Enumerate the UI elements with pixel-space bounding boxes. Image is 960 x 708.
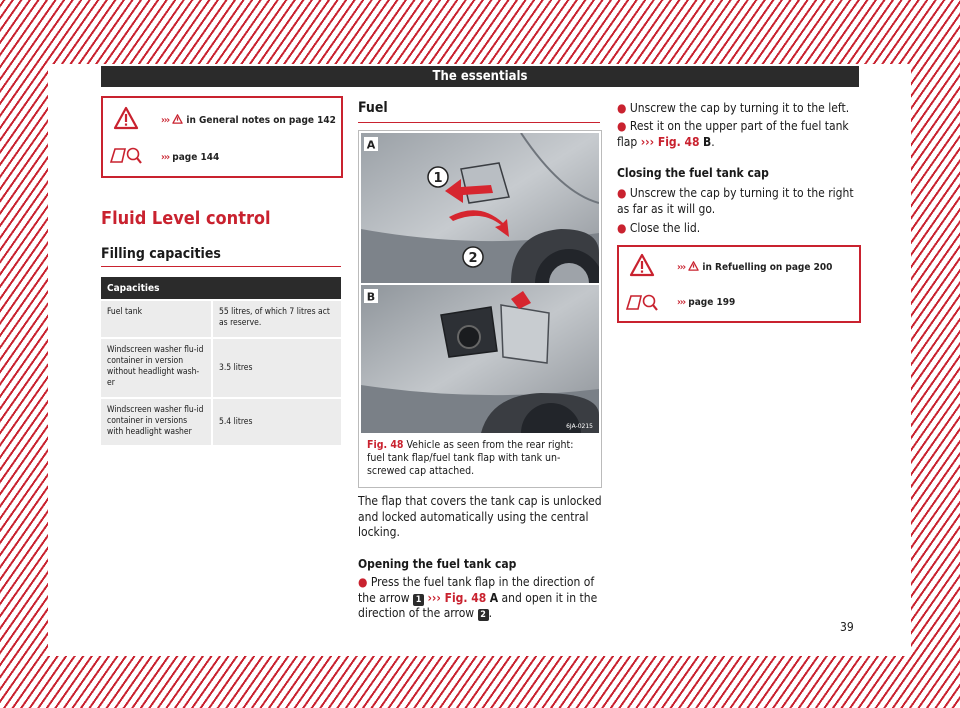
callout-1: 1 bbox=[433, 171, 443, 186]
closing-bullet-1-text: Unscrew the cap by turning it to the right as far as it will go. bbox=[617, 186, 854, 216]
fig-ref-link-b[interactable]: ››› Fig. 48 bbox=[640, 134, 700, 149]
small-warning-icon bbox=[172, 114, 183, 124]
table-row bbox=[101, 299, 341, 337]
left-notes-box bbox=[101, 96, 343, 178]
fig-ref-b-label: Fig. 48 bbox=[657, 134, 700, 149]
warning-triangle-icon bbox=[113, 106, 139, 130]
photo-b-fuel-flap-open bbox=[361, 285, 599, 433]
table-cell-value: 55 litres, of which 7 litres act as reserve. bbox=[213, 299, 341, 337]
table-cell-item: Fuel tank bbox=[101, 299, 213, 337]
right-note-line-2-text: page 199 bbox=[688, 297, 736, 308]
label-b: B bbox=[366, 290, 376, 304]
figure-caption-text: Vehicle as seen from the rear right: fuel tank flap/fuel tank flap with tank un-screwed cap attached. bbox=[367, 439, 574, 477]
left-note-line-2-text: page 144 bbox=[172, 152, 220, 163]
page-number: 39 bbox=[840, 620, 854, 634]
fuel-intro: The flap that covers the tank cap is unlocked and locked automatically using the central locking. bbox=[358, 494, 602, 539]
closing-bullet-1: ● Unscrew the cap by turning it to the right as far as it will go. bbox=[617, 186, 854, 216]
right-bullet-2-text: Rest it on the upper part of the fuel tank flap bbox=[617, 119, 849, 149]
left-note-line-1[interactable]: ››› in General notes on page 142 bbox=[161, 115, 336, 126]
fuel-title: Fuel bbox=[358, 100, 600, 123]
table-cell-item: Windscreen washer flu-id container in versions with headlight washer bbox=[101, 397, 213, 445]
right-bullet-2: ● Rest it on the upper part of the fuel tank flap ››› Fig. 48 B. bbox=[617, 119, 849, 149]
closing-bullet-2-text: Close the lid. bbox=[629, 221, 701, 235]
small-warning-icon bbox=[688, 261, 699, 271]
opening-bullet: ● Press the fuel tank flap in the direction of the arrow 1 ››› Fig. 48 A and open it in the direction of the arrow 2 . bbox=[358, 575, 598, 620]
fig-ref-b-letter: B bbox=[702, 134, 712, 149]
arrow-1-badge: 1 bbox=[413, 594, 424, 606]
right-note-line-1-text: in Refuelling on page 200 bbox=[702, 262, 833, 273]
right-note-line-1[interactable]: ››› in Refuelling on page 200 bbox=[677, 262, 833, 273]
book-magnifier-icon bbox=[109, 144, 143, 166]
opening-bullet-text: Press the fuel tank flap in the direction of the arrow bbox=[358, 575, 595, 605]
right-notes-box bbox=[617, 245, 861, 323]
book-magnifier-icon bbox=[625, 291, 659, 313]
fig-ref-letter: A bbox=[489, 590, 499, 605]
opening-bullet-text-2: and open it in the direction of the arrow bbox=[358, 590, 598, 620]
opening-heading: Opening the fuel tank cap bbox=[358, 557, 517, 571]
left-note-line-1-text: in General notes on page 142 bbox=[186, 115, 336, 126]
fig-ref-label: Fig. 48 bbox=[444, 590, 487, 605]
table-row bbox=[101, 337, 341, 397]
closing-heading: Closing the fuel tank cap bbox=[617, 166, 769, 180]
closing-bullet-2: ● Close the lid. bbox=[617, 221, 701, 235]
page-header: The essentials bbox=[101, 66, 859, 87]
table-cell-item: Windscreen washer flu-id container in version without headlight wash-er bbox=[101, 337, 213, 397]
figure-caption bbox=[367, 439, 593, 478]
section-title: Fluid Level control bbox=[101, 208, 271, 229]
table-row bbox=[101, 397, 341, 445]
arrow-2-badge: 2 bbox=[478, 609, 489, 621]
left-note-line-2[interactable]: ››› page 144 bbox=[161, 152, 220, 163]
right-note-line-2[interactable]: ››› page 199 bbox=[677, 297, 736, 308]
figure-code: 6JA-0215 bbox=[566, 423, 593, 430]
table-cell-value: 3.5 litres bbox=[213, 337, 341, 397]
capacities-table bbox=[101, 277, 341, 445]
photo-a-fuel-flap-closed bbox=[361, 133, 599, 283]
figure-number: Fig. 48 bbox=[367, 439, 404, 451]
callout-2: 2 bbox=[468, 251, 478, 266]
label-a: A bbox=[366, 138, 376, 152]
right-bullet-1-text: Unscrew the cap by turning it to the left. bbox=[629, 101, 850, 115]
table-cell-value: 5.4 litres bbox=[213, 397, 341, 445]
fig-ref-link[interactable]: ››› Fig. 48 bbox=[427, 590, 487, 605]
warning-triangle-icon bbox=[629, 253, 655, 277]
section-subtitle: Filling capacities bbox=[101, 246, 341, 267]
figure-48 bbox=[358, 130, 602, 488]
right-bullet-1: ● Unscrew the cap by turning it to the left. bbox=[617, 101, 850, 115]
table-header: Capacities bbox=[101, 277, 341, 299]
